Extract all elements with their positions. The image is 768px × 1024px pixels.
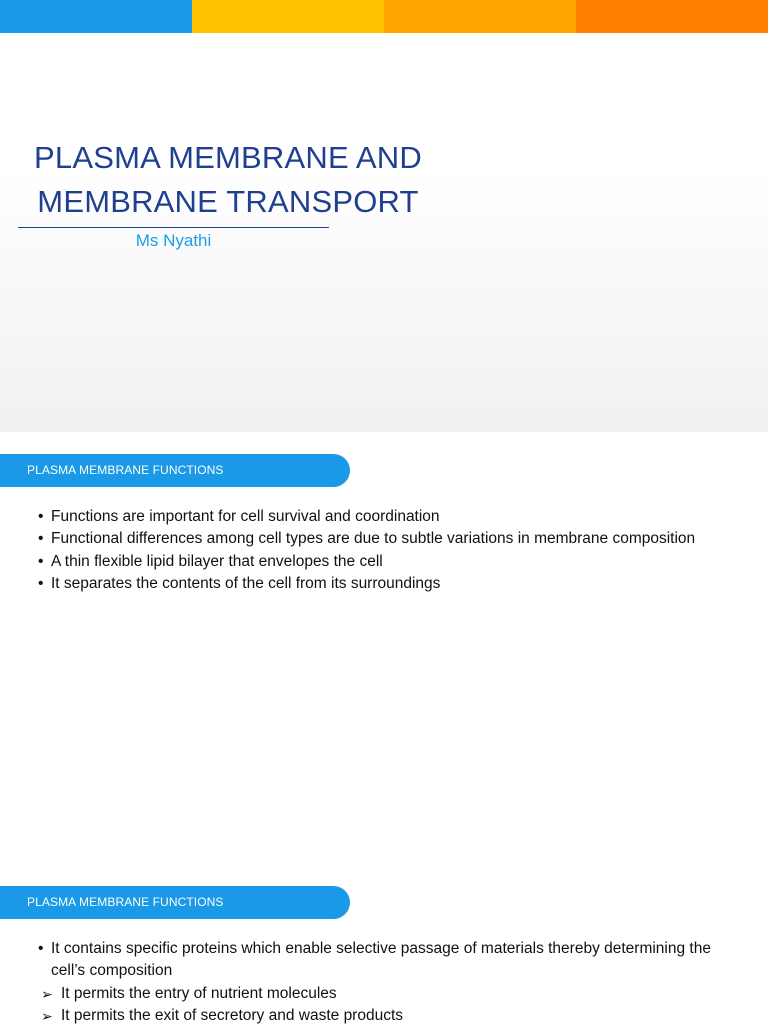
color-bar-segment-blue — [0, 0, 192, 33]
bullet-list — [38, 938, 738, 1024]
bullet-item: • It contains specific proteins which enable selective passage of materials thereby determining the cell’s composition — [38, 938, 738, 983]
bullet-item: • Functions are important for cell survival and coordination — [38, 506, 738, 528]
color-bar-segment-yellow — [192, 0, 384, 33]
content-slide-2 — [0, 432, 768, 864]
bullet-item: • Functional differences among cell types are due to subtle variations in membrane composition — [38, 528, 738, 550]
content-slide-3 — [0, 864, 768, 1024]
slide-subtitle: Ms Nyathi — [135, 231, 212, 250]
slide-title-line-1: PLASMA MEMBRANE AND — [34, 140, 422, 175]
section-banner: PLASMA MEMBRANE FUNCTIONS — [0, 886, 350, 919]
slide-title — [18, 136, 438, 224]
slide-title-line-2: MEMBRANE TRANSPORT — [37, 184, 419, 219]
color-bar-segment-amber — [384, 0, 576, 33]
bullet-list — [38, 506, 738, 595]
title-slide — [0, 0, 768, 432]
color-bar — [0, 0, 768, 33]
color-bar-segment-orange — [576, 0, 768, 33]
section-banner: PLASMA MEMBRANE FUNCTIONS — [0, 454, 350, 487]
arrow-bullet-item: ➢ It permits the exit of secretory and waste products — [41, 1005, 738, 1024]
arrow-bullet-item: ➢ It permits the entry of nutrient molecules — [41, 983, 738, 1005]
bullet-item: • A thin flexible lipid bilayer that envelopes the cell — [38, 551, 738, 573]
title-underline — [18, 227, 329, 228]
bullet-item: • It separates the contents of the cell from its surroundings — [38, 573, 738, 595]
